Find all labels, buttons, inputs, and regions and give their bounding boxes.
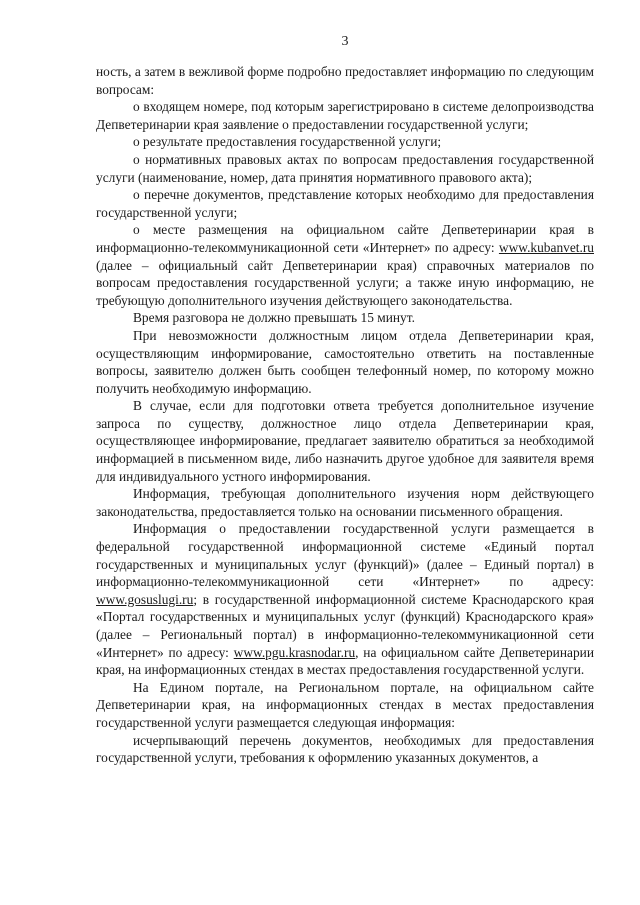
paragraph-written-request: В случае, если для подготовки ответа требуется дополнительное изучение запроса по существу, должностное лицо отдела Депветеринарии края, осуществляющее информирование, предлагает заявителю обратиться за необходимой информацией в письменном виде, либо назначить другое удобное для заявителя время для индивидуального устного информирования. — [96, 398, 594, 484]
paragraph-portals-middle: ; в государственной информационной системе Краснодарского края «Портал государственных и муниципальных услуг (функций) Краснодарского края» (далее – Региональный портал) в информационно-телекоммуникационной сети «Интернет» по адресу: — [96, 591, 594, 660]
page-number: 3 — [341, 34, 349, 49]
paragraph-official-site — [96, 221, 594, 309]
paragraph-legislation: Информация, требующая дополнительного изучения норм действующего законодательства, предоставляется только на основании письменного обращения. — [96, 486, 594, 519]
paragraph-official-site-after: (далее – официальный сайт Депветеринарии края) справочных материалов по вопросам предоставления государственной услуги; а также иную информацию, не требующую дополнительного изучения действующего законодательства. — [96, 257, 594, 308]
paragraph-continuation: ность, а затем в вежливой форме подробно предоставляет информацию по следующим вопросам: — [96, 64, 594, 97]
document-body — [96, 63, 594, 767]
paragraph-portals-after: , на официальном сайте Депветеринарии края, на информационных стендах в местах предоставления государственной услуги. — [96, 644, 594, 678]
pgu-krasnodar-link[interactable]: www.pgu.krasnodar.ru — [233, 644, 356, 660]
paragraph-portals-before: Информация о предоставлении государственной услуги размещается в федеральной государственной информационной системе «Единый портал государственных и муниципальных услуг (функций)» (далее – Единый портал) в информационно-телекоммуникационной сети «Интернет» по адресу: — [96, 521, 594, 590]
paragraph-call-duration: Время разговора не должно превышать 15 минут. — [133, 310, 415, 326]
paragraph-documents-requirements: исчерпывающий перечень документов, необходимых для предоставления государственной услуги, требования к оформлению указанных документов, а — [96, 732, 594, 766]
gosuslugi-link[interactable]: www.gosuslugi.ru — [96, 591, 194, 607]
paragraph-documents-list: о перечне документов, представление которых необходимо для предоставления государственной услуги; — [96, 187, 594, 220]
paragraph-info-placement: На Едином портале, на Региональном портале, на официальном сайте Депветеринарии края, на информационных стендах в местах предоставления государственной услуги размещается следующая информация: — [96, 679, 594, 730]
paragraph-legal-acts: о нормативных правовых актах по вопросам предоставления государственной услуги (наименование, номер, дата принятия нормативного правового акта); — [96, 151, 594, 185]
kubanvet-link[interactable]: www.kubanvet.ru — [498, 239, 594, 255]
paragraph-portals — [96, 520, 594, 678]
paragraph-official-site-before: о месте размещения на официальном сайте Депветеринарии края в информационно-телекоммуникационной сети «Интернет» по адресу: — [96, 222, 594, 255]
paragraph-incoming-number: о входящем номере, под которым зарегистрировано в системе делопроизводства Депветеринарии края заявление о предоставлении государственной услуги; — [96, 99, 594, 132]
paragraph-phone-referral: При невозможности должностным лицом отдела Депветеринарии края, осуществляющим информирование, самостоятельно ответить на поставленные вопросы, заявителю должен быть сообщен телефонный номер, по которому можно получить необходимую информацию. — [96, 327, 594, 396]
paragraph-result: о результате предоставления государственной услуги; — [133, 134, 442, 150]
